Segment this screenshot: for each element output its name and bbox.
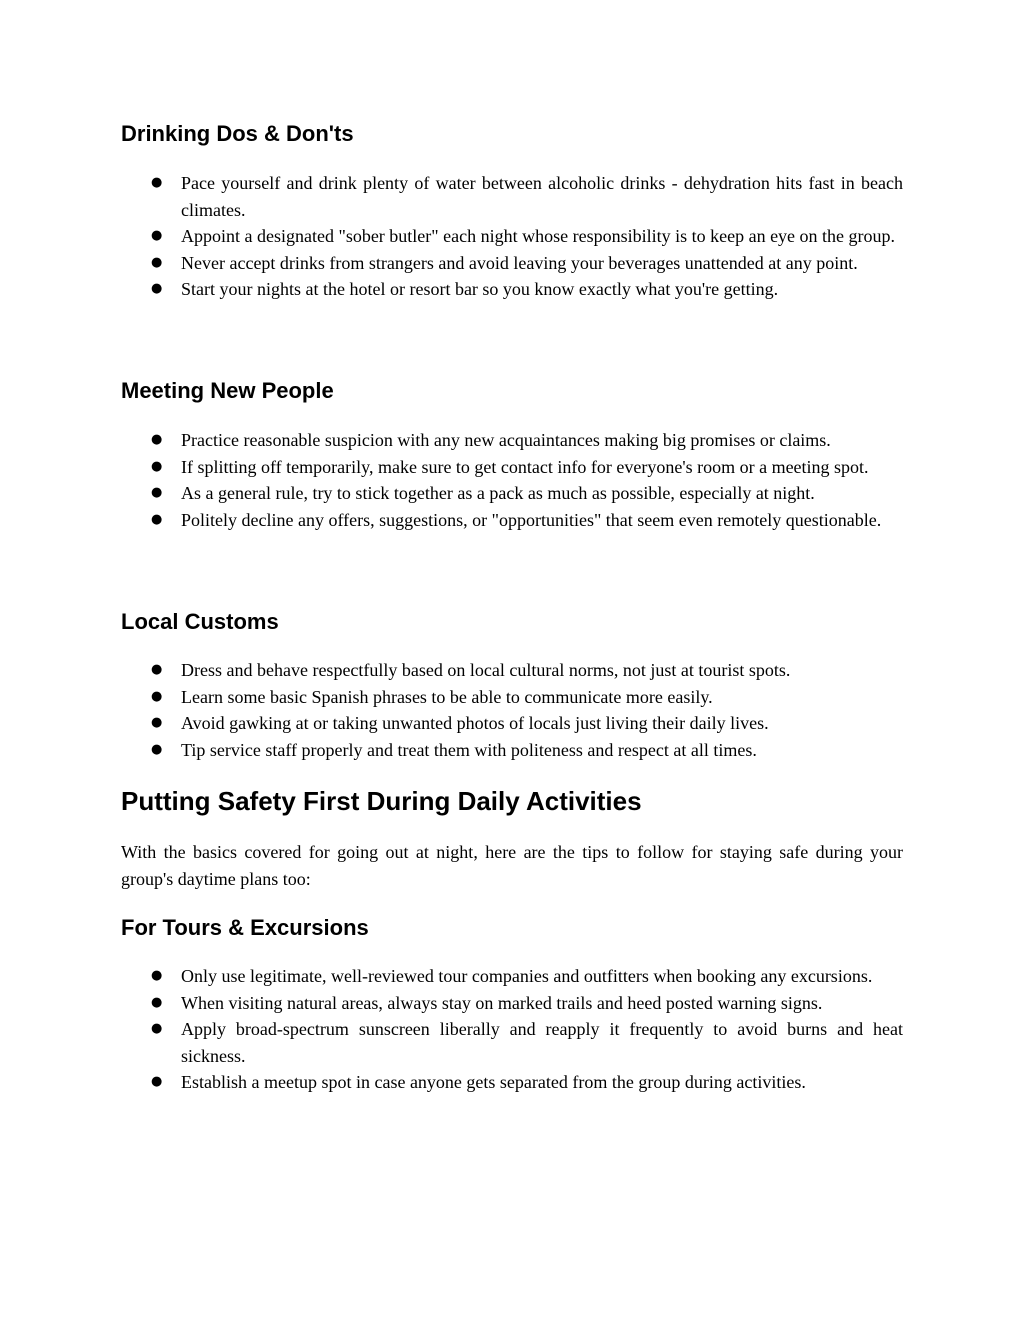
section-heading-daily-activities: Putting Safety First During Daily Activities [121, 786, 642, 816]
drinking-list [121, 170, 903, 303]
bullet-icon: ● [151, 968, 163, 983]
bullet-icon: ● [151, 1074, 163, 1090]
bullet-icon: ● [151, 175, 163, 190]
section-heading-tours: For Tours & Excursions [121, 915, 369, 940]
list-item: ● As a general rule, try to stick together as a pack as much as possible, especially at night. [121, 480, 903, 507]
bullet-icon: ● [151, 281, 163, 297]
list-item: ● Only use legitimate, well-reviewed tour companies and outfitters when booking any excursions. [121, 963, 903, 990]
section-heading-customs: Local Customs [121, 609, 279, 634]
list-item: ● Start your nights at the hotel or resort bar so you know exactly what you're getting. [121, 276, 903, 303]
section-heading-meeting: Meeting New People [121, 378, 334, 403]
list-item: ● Establish a meetup spot in case anyone gets separated from the group during activities. [121, 1069, 903, 1096]
list-item: ● Never accept drinks from strangers and avoid leaving your beverages unattended at any point. [121, 250, 903, 277]
bullet-icon: ● [151, 715, 163, 731]
list-item: ● Avoid gawking at or taking unwanted photos of locals just living their daily lives. [121, 710, 903, 737]
bullet-icon: ● [151, 1021, 163, 1037]
customs-list [121, 657, 903, 763]
bullet-icon: ● [151, 994, 163, 1010]
bullet-icon: ● [151, 485, 163, 501]
list-item: ● Practice reasonable suspicion with any new acquaintances making big promises or claims. [121, 427, 903, 454]
list-item: ● Appoint a designated "sober butler" each night whose responsibility is to keep an eye on the group. [121, 223, 903, 250]
bullet-icon: ● [151, 688, 163, 704]
list-item: ● When visiting natural areas, always stay on marked trails and heed posted warning signs. [121, 990, 903, 1017]
bullet-icon: ● [151, 432, 163, 447]
tours-list [121, 963, 903, 1096]
bullet-icon: ● [151, 254, 163, 270]
list-item: ● Learn some basic Spanish phrases to be able to communicate more easily. [121, 684, 903, 711]
section-heading-drinking: Drinking Dos & Don'ts [121, 121, 354, 146]
bullet-icon: ● [151, 228, 163, 244]
list-item: ● Tip service staff properly and treat them with politeness and respect at all times. [121, 737, 903, 764]
list-item: ● Dress and behave respectfully based on local cultural norms, not just at tourist spots. [121, 657, 903, 684]
bullet-icon: ● [151, 741, 163, 757]
meeting-list [121, 427, 903, 533]
bullet-icon: ● [151, 662, 163, 677]
list-item: ● Apply broad-spectrum sunscreen liberally and reapply it frequently to avoid burns and heat sickness. [121, 1016, 903, 1069]
list-item: ● Politely decline any offers, suggestions, or "opportunities" that seem even remotely questionable. [121, 507, 903, 534]
list-item: ● Pace yourself and drink plenty of water between alcoholic drinks - dehydration hits fast in beach climates. [121, 170, 903, 223]
list-item: ● If splitting off temporarily, make sure to get contact info for everyone's room or a meeting spot. [121, 454, 903, 481]
bullet-icon: ● [151, 458, 163, 474]
intro-paragraph: With the basics covered for going out at night, here are the tips to follow for staying safe during your group's daytime plans too: [121, 842, 903, 889]
bullet-icon: ● [151, 511, 163, 527]
